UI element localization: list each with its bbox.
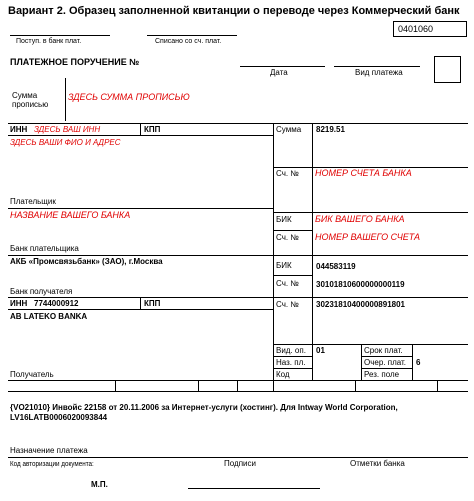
tax-field-divider-1 [115, 380, 116, 391]
payer-bank-acc-label: Сч. № [276, 233, 299, 242]
payer-acc-top-line [273, 230, 313, 231]
srok-plat-label: Срок плат. [364, 346, 403, 355]
mp-label: М.П. [91, 480, 108, 489]
recipient-bik-value: 044583119 [316, 262, 356, 271]
payer-label: Плательщик [10, 197, 56, 206]
ocher-plat-value: 6 [416, 358, 421, 367]
tax-field-divider-6 [437, 380, 438, 391]
main-vertical-divider-1 [273, 123, 274, 381]
amount-words-label-2: прописью [12, 100, 49, 109]
payer-bottom-line [8, 208, 273, 209]
recipient-bank-acc-top-line [273, 275, 313, 276]
page-title: Вариант 2. Образец заполненной квитанции о переводе через Коммерческий банк [8, 5, 460, 17]
order-title: ПЛАТЕЖНОЕ ПОРУЧЕНИЕ № [10, 57, 140, 67]
recipient-bank-label: Банк получателя [10, 287, 73, 296]
amount-words-value: ЗДЕСЬ СУММА ПРОПИСЬЮ [68, 92, 190, 102]
payer-bank-label: Банк плательщика [10, 244, 79, 253]
payer-inn-label: ИНН [10, 125, 28, 134]
amount-words-label-1: Сумма [12, 91, 38, 100]
codes-row-line-1a [273, 356, 313, 357]
main-vertical-divider-2 [312, 123, 313, 381]
codes-divider-2 [412, 344, 413, 381]
amount-label: Сумма [276, 125, 302, 134]
tax-field-divider-5 [355, 380, 356, 391]
payer-account-label: Сч. № [276, 169, 299, 178]
tax-fields-bottom-line [8, 391, 468, 392]
ocher-plat-label: Очер. плат. [364, 358, 407, 367]
naz-pl-label: Наз. пл. [276, 358, 306, 367]
received-date-line [10, 35, 110, 36]
recipient-bank-name: АКБ «Промсвязьбанк» (ЗАО), г.Москва [10, 257, 163, 266]
recipient-acc-label: Сч. № [276, 300, 299, 309]
purpose-text-1: {VO21010} Инвойс 22158 от 20.11.2006 за Интернет-услуги (хостинг). Для Intway World Corporation, [10, 403, 398, 412]
codes-row-line-2a [273, 368, 313, 369]
payer-account-value: НОМЕР СЧЕТА БАНКА [315, 168, 412, 178]
amount-words-divider [65, 78, 66, 121]
recipient-inn-row-bottom-line [8, 309, 273, 310]
payment-type-label: Вид платежа [355, 68, 403, 77]
recipient-bank-bottom-line [8, 297, 468, 298]
payer-inn-value: ЗДЕСЬ ВАШ ИНН [34, 125, 101, 134]
tax-field-divider-2 [198, 380, 199, 391]
recipient-label: Получатель [10, 370, 54, 379]
recipient-inn-label: ИНН [10, 299, 28, 308]
payer-bik-top-line [273, 212, 468, 213]
recipient-inn-kpp-divider [140, 297, 141, 309]
form-code: 0401060 [398, 24, 434, 34]
recipient-bank-acc-value: 30101810600000000119 [316, 280, 405, 289]
payer-kpp-label: КПП [144, 125, 161, 134]
inn-kpp-divider [140, 123, 141, 135]
payer-bank-bottom-line [8, 255, 468, 256]
bank-marks-label: Отметки банка [350, 459, 405, 468]
tax-field-divider-3 [237, 380, 238, 391]
recipient-inn-value: 7744000912 [34, 299, 79, 308]
rez-pole-label: Рез. поле [364, 370, 400, 379]
inn-row-bottom-line [8, 135, 273, 136]
payer-bik-label: БИК [276, 215, 292, 224]
purpose-text-2: LV16LATB0006020093844 [10, 413, 108, 422]
date-line [240, 66, 325, 67]
debited-date-line [147, 35, 237, 36]
received-label: Поступ. в банк плат. [16, 38, 82, 45]
date-label: Дата [270, 68, 288, 77]
payer-bank-value: НАЗВАНИЕ ВАШЕГО БАНКА [10, 210, 131, 220]
auth-code-label: Код авторизации документа: [10, 461, 94, 468]
vid-op-label: Вид. оп. [276, 346, 306, 355]
recipient-kpp-label: КПП [144, 299, 161, 308]
payer-bank-acc-value: НОМЕР ВАШЕГО СЧЕТА [315, 232, 420, 242]
purpose-label: Назначение платежа [10, 446, 88, 455]
debited-label: Списано со сч. плат. [155, 38, 222, 45]
signatures-label: Подписи [224, 459, 256, 468]
recipient-name: AB LATEKO BANKA [10, 312, 88, 321]
recipient-acc-value: 30231810400000891801 [316, 300, 405, 309]
payer-bik-value: БИК ВАШЕГО БАНКА [315, 214, 405, 224]
recipient-bank-acc-label: Сч. № [276, 279, 299, 288]
payer-name-value: ЗДЕСЬ ВАШИ ФИО И АДРЕС [10, 138, 121, 147]
codes-top-line [273, 344, 468, 345]
table-top-line [8, 123, 468, 124]
kod-label: Код [276, 370, 290, 379]
status-box [434, 56, 461, 83]
recipient-bik-label: БИК [276, 261, 292, 270]
signature-line [188, 488, 320, 489]
amount-value: 8219.51 [316, 125, 345, 134]
codes-bottom-line [8, 380, 468, 381]
codes-row-line-2b [361, 368, 413, 369]
tax-field-divider-4 [273, 380, 274, 391]
purpose-bottom-line [8, 457, 468, 458]
codes-row-line-1b [361, 356, 413, 357]
payment-type-line [334, 66, 420, 67]
vid-op-value: 01 [316, 346, 325, 355]
codes-divider-1 [361, 344, 362, 381]
